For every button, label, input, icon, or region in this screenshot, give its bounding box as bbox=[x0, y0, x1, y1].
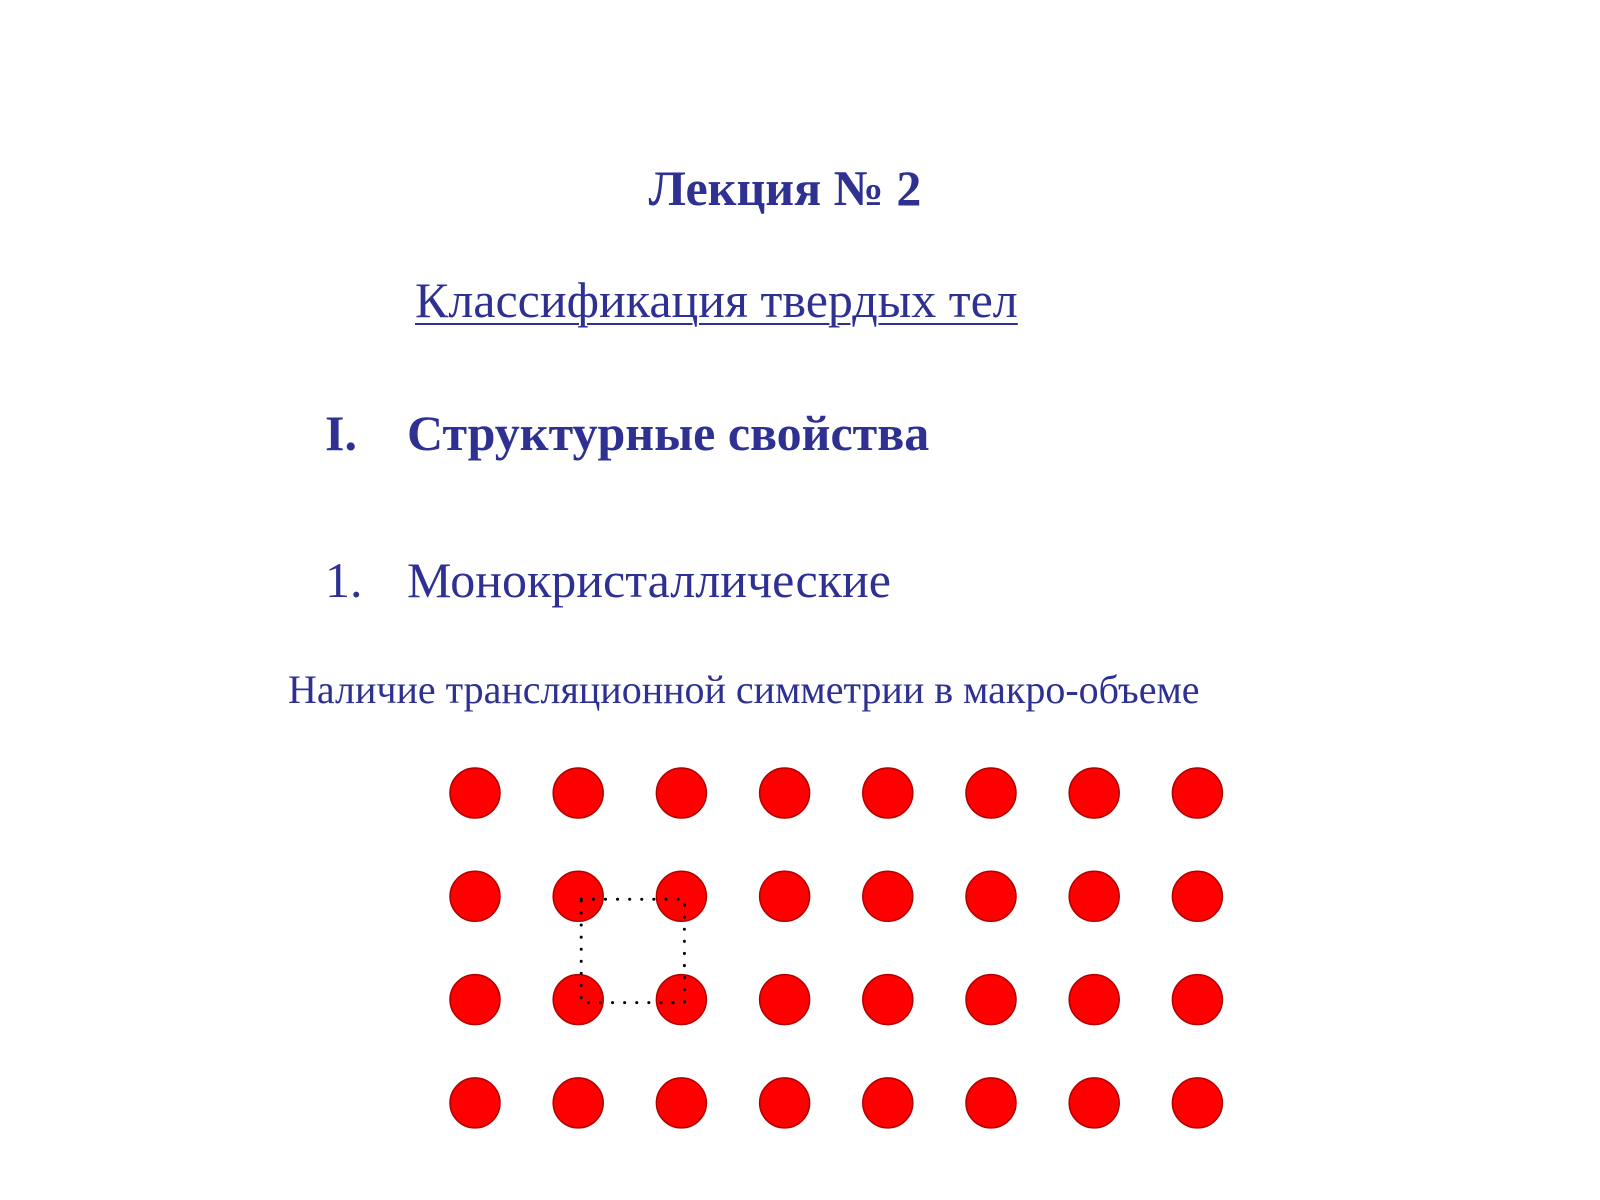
symmetry-description: Наличие трансляционной симметрии в макро-объеме bbox=[288, 667, 1200, 712]
list-item-number: 1. bbox=[325, 552, 363, 608]
lattice-atom bbox=[760, 1078, 810, 1128]
lattice-atom bbox=[760, 975, 810, 1025]
lattice-atom bbox=[656, 871, 706, 921]
lattice-atom bbox=[1172, 975, 1222, 1025]
section-label: Структурные свойства bbox=[407, 405, 930, 461]
lattice-atom bbox=[450, 871, 500, 921]
lattice-atom bbox=[553, 1078, 603, 1128]
lattice-atom bbox=[1069, 768, 1119, 818]
lattice-atom bbox=[863, 975, 913, 1025]
lattice-atom bbox=[966, 1078, 1016, 1128]
lattice-atom bbox=[656, 975, 706, 1025]
lattice-atom bbox=[1069, 975, 1119, 1025]
lattice-atom bbox=[760, 768, 810, 818]
lattice-atom bbox=[1172, 768, 1222, 818]
lattice-atom bbox=[1069, 1078, 1119, 1128]
lecture-title: Лекция № 2 bbox=[648, 160, 922, 216]
lattice-atom bbox=[1172, 871, 1222, 921]
lattice-atom bbox=[863, 768, 913, 818]
lattice-atom bbox=[450, 768, 500, 818]
lattice-atom bbox=[450, 1078, 500, 1128]
lattice-atom bbox=[553, 975, 603, 1025]
section-number: I. bbox=[325, 405, 357, 461]
lattice-atom bbox=[966, 975, 1016, 1025]
topic-subtitle: Классификация твердых тел bbox=[415, 272, 1018, 328]
lattice-atom bbox=[553, 871, 603, 921]
lattice-atom bbox=[863, 871, 913, 921]
lattice-atom bbox=[966, 871, 1016, 921]
lattice-atom bbox=[656, 1078, 706, 1128]
lattice-atom bbox=[863, 1078, 913, 1128]
list-item-label: Монокристаллические bbox=[407, 552, 891, 608]
lattice-atom bbox=[656, 768, 706, 818]
lattice-atom bbox=[1069, 871, 1119, 921]
lattice-atom bbox=[450, 975, 500, 1025]
lattice-atom bbox=[760, 871, 810, 921]
lattice-atom bbox=[1172, 1078, 1222, 1128]
lattice-atom bbox=[553, 768, 603, 818]
lattice-atom bbox=[966, 768, 1016, 818]
